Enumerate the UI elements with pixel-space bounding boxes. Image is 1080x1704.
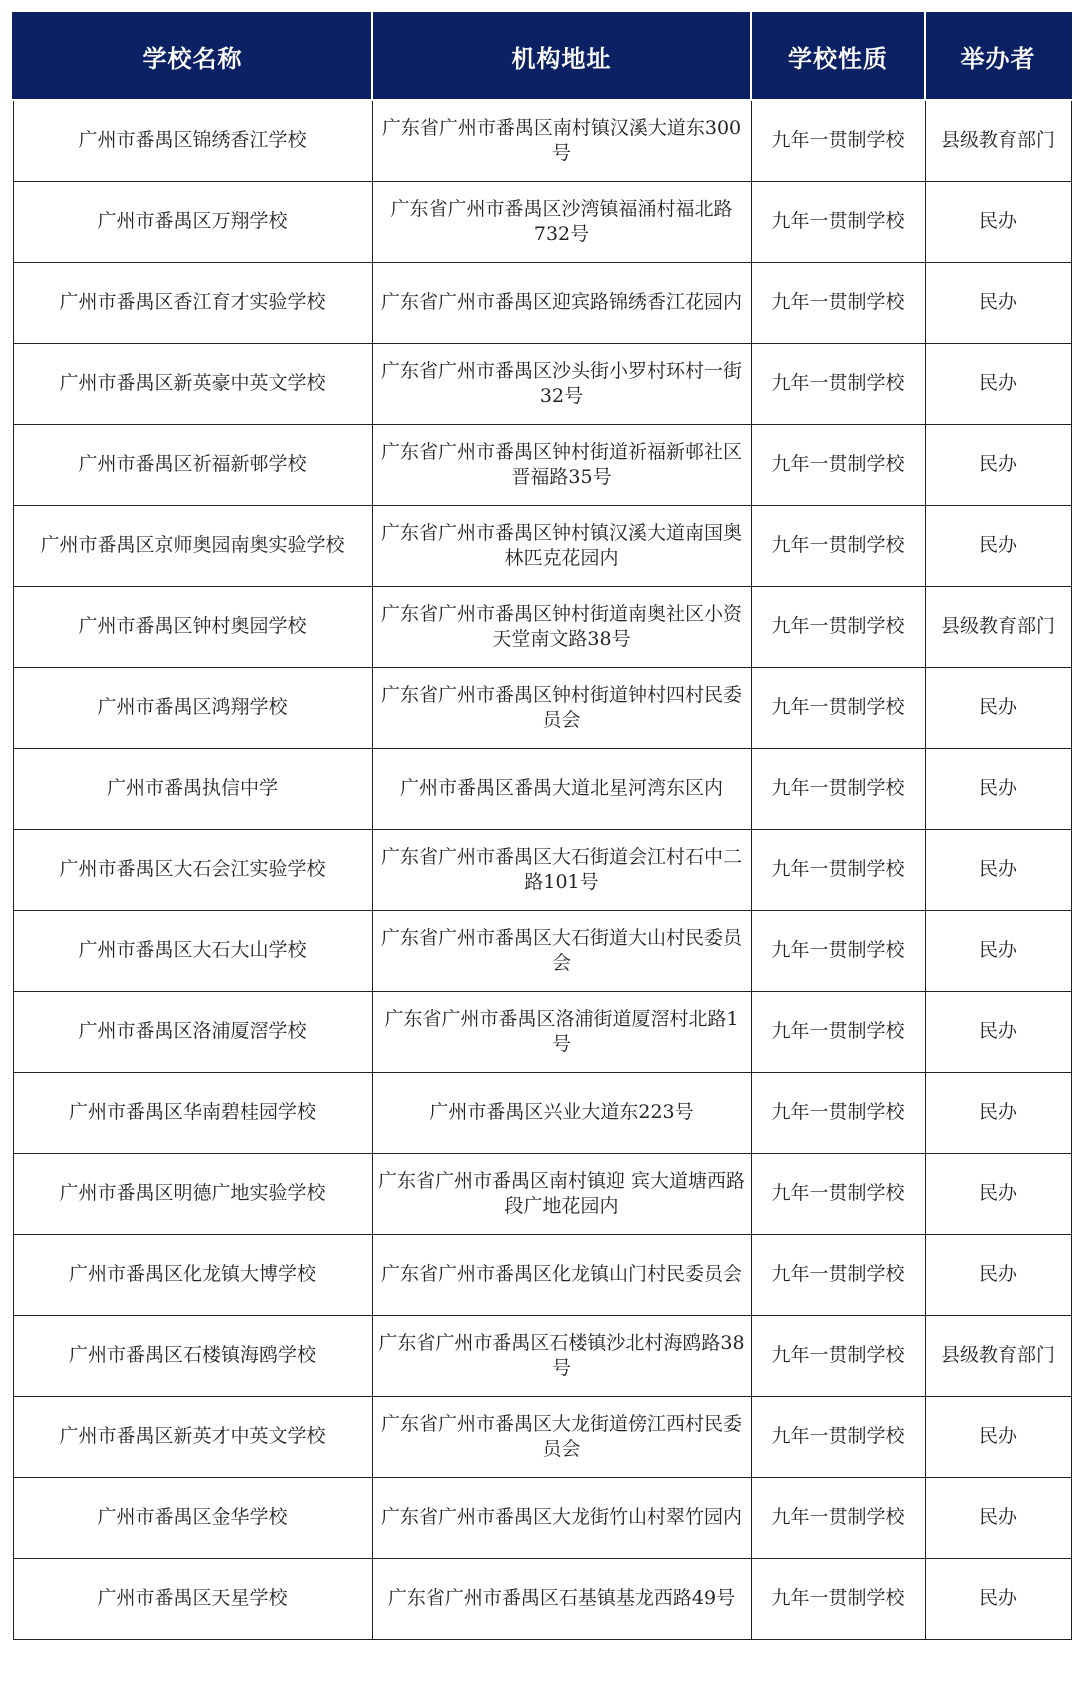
table-row (13, 424, 1071, 505)
cell-school-type: 九年一贯制学校 (751, 748, 925, 829)
cell-school-type: 九年一贯制学校 (751, 991, 925, 1072)
cell-school-name: 广州市番禺区祈福新邨学校 (13, 424, 372, 505)
cell-school-name: 广州市番禺区钟村奥园学校 (13, 586, 372, 667)
cell-address: 广东省广州市番禺区沙湾镇福涌村福北路732号 (372, 181, 751, 262)
cell-organizer: 民办 (925, 343, 1071, 424)
header-school-type: 学校性质 (751, 13, 925, 100)
cell-organizer: 民办 (925, 1396, 1071, 1477)
cell-school-type: 九年一贯制学校 (751, 424, 925, 505)
table-row (13, 1234, 1071, 1315)
cell-school-name: 广州市番禺区万翔学校 (13, 181, 372, 262)
cell-school-type: 九年一贯制学校 (751, 667, 925, 748)
cell-organizer: 民办 (925, 991, 1071, 1072)
table-header-row (13, 13, 1071, 100)
table-row (13, 505, 1071, 586)
table-row (13, 181, 1071, 262)
cell-organizer: 民办 (925, 262, 1071, 343)
cell-address: 广东省广州市番禺区大石街道大山村民委员会 (372, 910, 751, 991)
cell-school-type: 九年一贯制学校 (751, 1234, 925, 1315)
cell-address: 广东省广州市番禺区石楼镇沙北村海鸥路38号 (372, 1315, 751, 1396)
cell-organizer: 民办 (925, 1558, 1071, 1639)
cell-address: 广东省广州市番禺区钟村街道祈福新邨社区晋福路35号 (372, 424, 751, 505)
cell-address: 广州市番禺区兴业大道东223号 (372, 1072, 751, 1153)
table-row (13, 1072, 1071, 1153)
cell-school-type: 九年一贯制学校 (751, 586, 925, 667)
cell-school-type: 九年一贯制学校 (751, 1558, 925, 1639)
table-body (13, 100, 1071, 1639)
table-row (13, 1558, 1071, 1639)
cell-school-name: 广州市番禺区鸿翔学校 (13, 667, 372, 748)
cell-address: 广东省广州市番禺区沙头街小罗村环村一街32号 (372, 343, 751, 424)
table-row (13, 667, 1071, 748)
table-row (13, 1396, 1071, 1477)
cell-address: 广东省广州市番禺区钟村镇汉溪大道南国奥林匹克花园内 (372, 505, 751, 586)
cell-address: 广东省广州市番禺区洛浦街道厦滘村北路1号 (372, 991, 751, 1072)
cell-address: 广东省广州市番禺区化龙镇山门村民委员会 (372, 1234, 751, 1315)
cell-organizer: 县级教育部门 (925, 100, 1071, 181)
cell-school-name: 广州市番禺区洛浦厦滘学校 (13, 991, 372, 1072)
cell-address: 广东省广州市番禺区钟村街道钟村四村民委员会 (372, 667, 751, 748)
table-row (13, 1315, 1071, 1396)
cell-organizer: 民办 (925, 181, 1071, 262)
cell-school-name: 广州市番禺区大石会江实验学校 (13, 829, 372, 910)
cell-address: 广东省广州市番禺区南村镇汉溪大道东300号 (372, 100, 751, 181)
cell-organizer: 民办 (925, 1072, 1071, 1153)
cell-organizer: 县级教育部门 (925, 1315, 1071, 1396)
cell-school-type: 九年一贯制学校 (751, 262, 925, 343)
table-row (13, 100, 1071, 181)
cell-school-type: 九年一贯制学校 (751, 910, 925, 991)
table-row (13, 910, 1071, 991)
cell-school-name: 广州市番禺区新英才中英文学校 (13, 1396, 372, 1477)
cell-address: 广东省广州市番禺区大石街道会江村石中二路101号 (372, 829, 751, 910)
cell-school-type: 九年一贯制学校 (751, 343, 925, 424)
cell-address: 广东省广州市番禺区大龙街道傍江西村民委员会 (372, 1396, 751, 1477)
cell-school-name: 广州市番禺区化龙镇大博学校 (13, 1234, 372, 1315)
table-row (13, 1153, 1071, 1234)
cell-organizer: 民办 (925, 1234, 1071, 1315)
cell-school-type: 九年一贯制学校 (751, 181, 925, 262)
cell-organizer: 民办 (925, 910, 1071, 991)
cell-address: 广东省广州市番禺区大龙街竹山村翠竹园内 (372, 1477, 751, 1558)
cell-school-name: 广州市番禺执信中学 (13, 748, 372, 829)
cell-school-name: 广州市番禺区香江育才实验学校 (13, 262, 372, 343)
cell-school-type: 九年一贯制学校 (751, 1315, 925, 1396)
cell-school-type: 九年一贯制学校 (751, 1477, 925, 1558)
cell-organizer: 民办 (925, 667, 1071, 748)
table-row (13, 1477, 1071, 1558)
cell-school-type: 九年一贯制学校 (751, 1396, 925, 1477)
cell-school-name: 广州市番禺区新英豪中英文学校 (13, 343, 372, 424)
cell-school-type: 九年一贯制学校 (751, 1072, 925, 1153)
cell-organizer: 民办 (925, 829, 1071, 910)
cell-address: 广东省广州市番禺区钟村街道南奥社区小资天堂南文路38号 (372, 586, 751, 667)
cell-address: 广东省广州市番禺区迎宾路锦绣香江花园内 (372, 262, 751, 343)
cell-address: 广东省广州市番禺区南村镇迎 宾大道塘西路段广地花园内 (372, 1153, 751, 1234)
cell-school-name: 广州市番禺区京师奥园南奥实验学校 (13, 505, 372, 586)
cell-school-name: 广州市番禺区明德广地实验学校 (13, 1153, 372, 1234)
header-address: 机构地址 (372, 13, 751, 100)
cell-address: 广州市番禺区番禺大道北星河湾东区内 (372, 748, 751, 829)
cell-school-name: 广州市番禺区金华学校 (13, 1477, 372, 1558)
cell-organizer: 民办 (925, 1477, 1071, 1558)
cell-organizer: 民办 (925, 424, 1071, 505)
school-list (12, 12, 1070, 1640)
cell-school-name: 广州市番禺区锦绣香江学校 (13, 100, 372, 181)
cell-school-name: 广州市番禺区天星学校 (13, 1558, 372, 1639)
cell-school-type: 九年一贯制学校 (751, 1153, 925, 1234)
cell-school-type: 九年一贯制学校 (751, 505, 925, 586)
cell-organizer: 民办 (925, 505, 1071, 586)
table-row (13, 343, 1071, 424)
cell-school-type: 九年一贯制学校 (751, 100, 925, 181)
school-table (12, 12, 1072, 1640)
cell-school-type: 九年一贯制学校 (751, 829, 925, 910)
header-school-name: 学校名称 (13, 13, 372, 100)
table-row (13, 748, 1071, 829)
cell-school-name: 广州市番禺区大石大山学校 (13, 910, 372, 991)
cell-organizer: 民办 (925, 1153, 1071, 1234)
cell-school-name: 广州市番禺区华南碧桂园学校 (13, 1072, 372, 1153)
table-row (13, 586, 1071, 667)
cell-school-name: 广州市番禺区石楼镇海鸥学校 (13, 1315, 372, 1396)
cell-organizer: 县级教育部门 (925, 586, 1071, 667)
cell-organizer: 民办 (925, 748, 1071, 829)
cell-address: 广东省广州市番禺区石基镇基龙西路49号 (372, 1558, 751, 1639)
table-row (13, 262, 1071, 343)
table-row (13, 991, 1071, 1072)
header-organizer: 举办者 (925, 13, 1071, 100)
table-row (13, 829, 1071, 910)
